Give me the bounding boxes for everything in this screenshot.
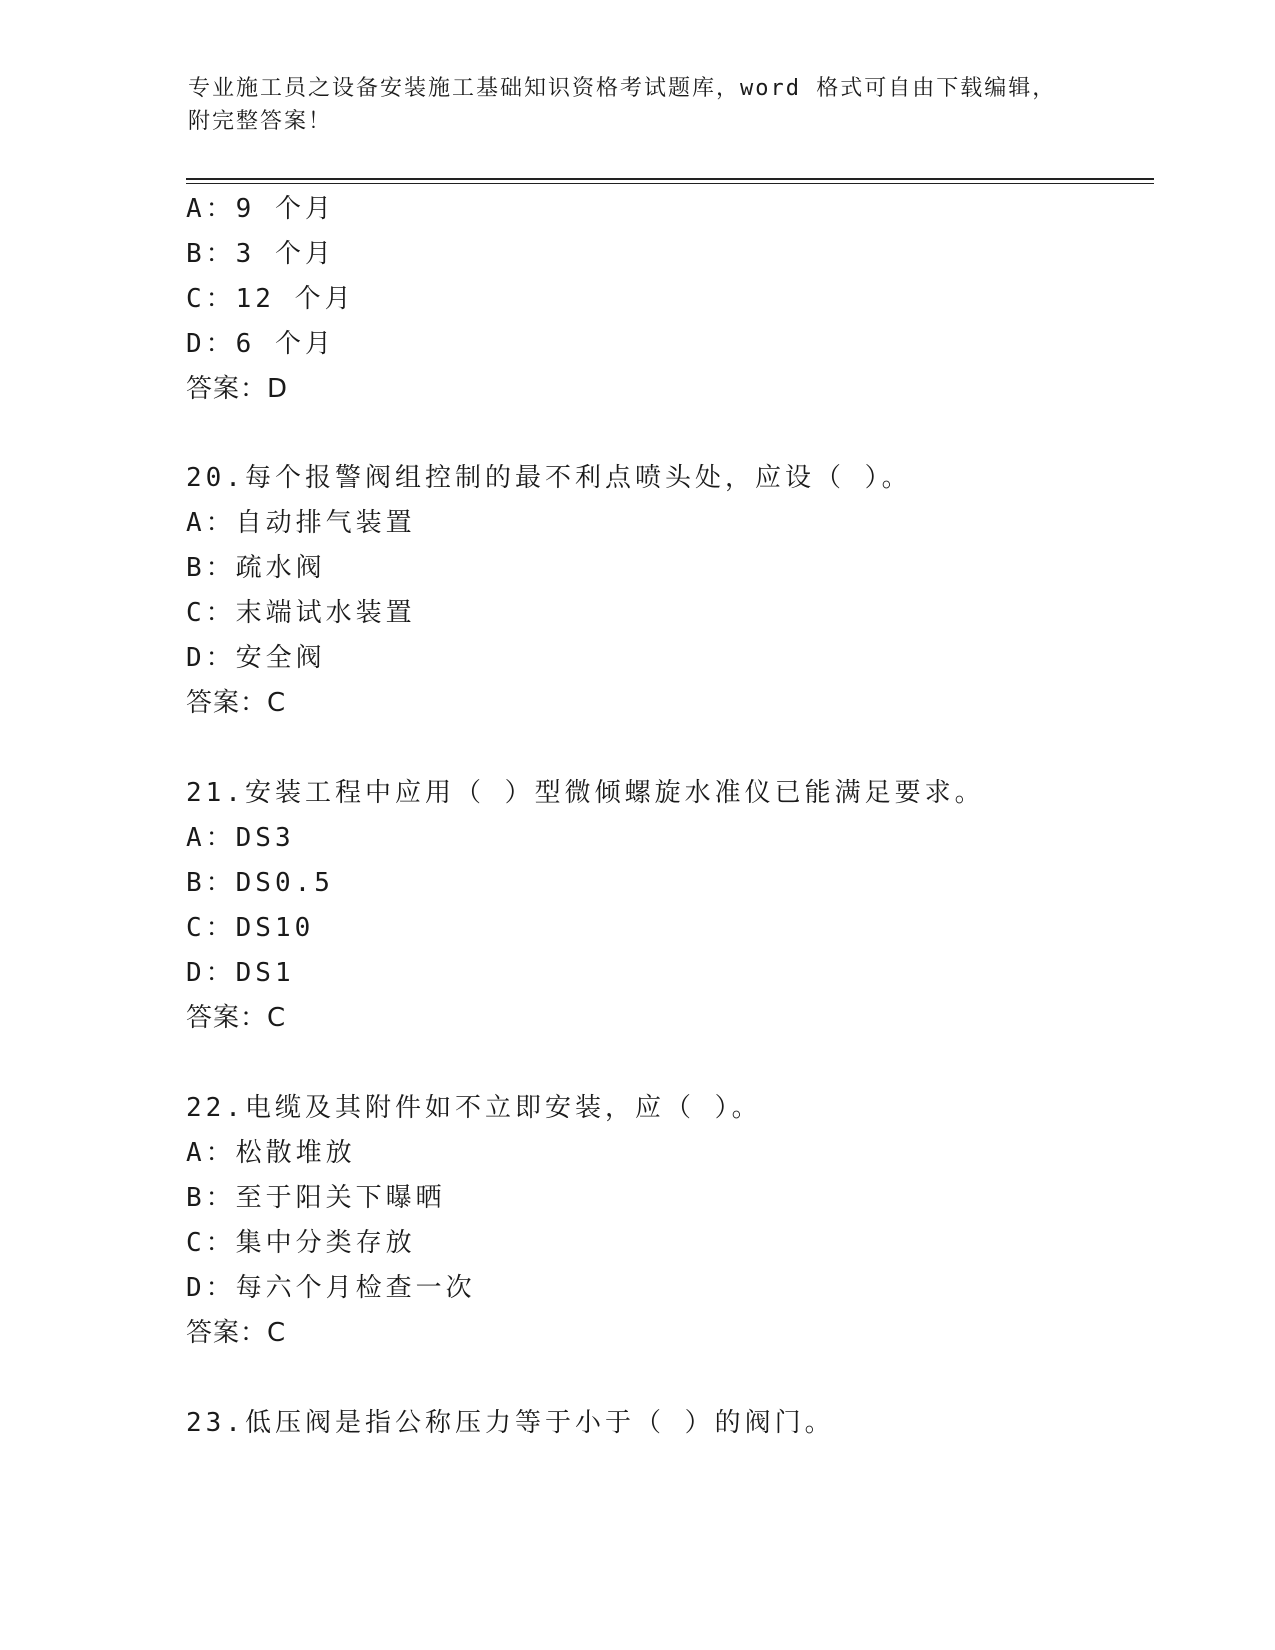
q22-answer: 答案：C [186,1318,287,1348]
q23-question: 23.低压阀是指公称压力等于小于（ ）的阀门。 [186,1408,835,1438]
header-divider-thick [186,178,1154,180]
q21-option-a: A：DS3 [186,823,295,853]
q19-answer: 答案：D [186,374,289,404]
q20-option-a: A：自动排气装置 [186,508,416,538]
q21-question: 21.安装工程中应用（ ）型微倾螺旋水准仪已能满足要求。 [186,778,985,808]
header-line-2: 附完整答案！ [188,109,333,134]
q20-option-d: D：安全阀 [186,643,326,673]
q21-answer: 答案：C [186,1003,287,1033]
q19-option-a: A：9 个月 [186,194,335,224]
q20-option-c: C：末端试水装置 [186,598,416,628]
document-header [188,72,1088,138]
header-line-1: 专业施工员之设备安装施工基础知识资格考试题库，word 格式可自由下载编辑， [188,76,1057,101]
q22-option-b: B：至于阳关下曝晒 [186,1183,446,1213]
q21-option-c: C：DS10 [186,913,315,943]
q21-option-b: B：DS0.5 [186,868,334,898]
q22-option-d: D：每六个月检查一次 [186,1273,476,1303]
q21-option-d: D：DS1 [186,958,295,988]
q19-option-c: C：12 个月 [186,284,355,314]
q22-option-a: A：松散堆放 [186,1138,356,1168]
q20-answer: 答案：C [186,688,287,718]
header-divider-thin [186,183,1154,184]
q20-question: 20.每个报警阀组控制的最不利点喷头处，应设（ ）。 [186,463,912,493]
q19-option-d: D：6 个月 [186,329,335,359]
q19-option-b: B：3 个月 [186,239,335,269]
q22-question: 22.电缆及其附件如不立即安装，应（ ）。 [186,1093,762,1123]
q22-option-c: C：集中分类存放 [186,1228,416,1258]
q20-option-b: B：疏水阀 [186,553,326,583]
